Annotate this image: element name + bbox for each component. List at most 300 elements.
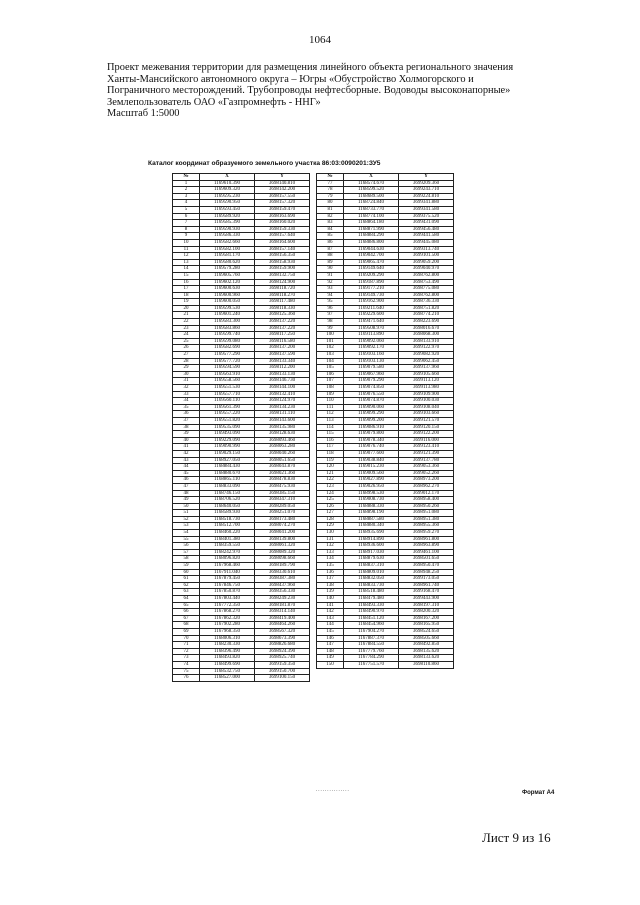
cell-x: 1169092.170 <box>344 345 399 352</box>
cell-number: 16 <box>173 279 200 286</box>
cell-y: 3699059.200 <box>399 259 454 266</box>
cell-x: 1168599.520 <box>344 187 399 194</box>
cell-x: 1168706.520 <box>200 497 255 504</box>
table-row <box>317 457 454 464</box>
cell-y: 3698249.230 <box>255 596 310 603</box>
cell-number: 134 <box>317 556 344 563</box>
cell-number: 71 <box>173 642 200 649</box>
cell-number: 132 <box>317 543 344 550</box>
cell-x: 1169078.340 <box>344 437 399 444</box>
table-row <box>317 338 454 345</box>
table-row <box>173 332 310 339</box>
cell-y: 3698464.260 <box>255 622 310 629</box>
cell-x: 1168833.090 <box>200 483 255 490</box>
cell-number: 81 <box>317 206 344 213</box>
cell-y: 3698924.390 <box>255 648 310 655</box>
header-line: Пограничного месторождений. Трубопроводы нефтесборные. Водоводы высоконапорные» <box>107 85 511 97</box>
cell-y: 3699120.150 <box>399 424 454 431</box>
cell-number: 97 <box>317 312 344 319</box>
cell-y: 3699103.660 <box>399 411 454 418</box>
cell-y: 3699113.980 <box>399 385 454 392</box>
cell-y: 3698567.320 <box>255 628 310 635</box>
cell-x: 1167968.350 <box>200 628 255 635</box>
header-line: Землепользователь ОАО «Газпромнефть - ННГ» <box>107 96 321 108</box>
cell-number: 108 <box>317 385 344 392</box>
table-row <box>317 510 454 517</box>
table-row <box>173 239 310 246</box>
cell-y: 3699040.970 <box>399 266 454 273</box>
table-row <box>317 582 454 589</box>
cell-x: 1168518.730 <box>200 516 255 523</box>
cell-number: 10 <box>173 239 200 246</box>
cell-y: 3698140.810 <box>255 180 310 187</box>
cell-y: 3698501.650 <box>399 556 454 563</box>
cell-number: 112 <box>317 411 344 418</box>
table-row <box>173 417 310 424</box>
table-row <box>173 530 310 537</box>
table-row <box>173 470 310 477</box>
table-row <box>317 569 454 576</box>
table-header-row <box>317 174 454 181</box>
cell-x: 1168096.820 <box>200 556 255 563</box>
cell-x: 1167772.350 <box>200 602 255 609</box>
cell-y: 3698133.130 <box>255 371 310 378</box>
cell-y: 3698139.800 <box>255 536 310 543</box>
cell-y: 3698197.310 <box>399 602 454 609</box>
cell-x: 1169590.950 <box>200 200 255 207</box>
cell-x: 1169209.290 <box>344 272 399 279</box>
cell-number: 85 <box>317 233 344 240</box>
cell-number: 17 <box>173 286 200 293</box>
cell-y: 3698158.930 <box>255 259 310 266</box>
table-row <box>173 279 310 286</box>
cell-number: 58 <box>173 556 200 563</box>
cell-x: 1168359.550 <box>200 543 255 550</box>
cell-number: 96 <box>317 305 344 312</box>
cell-x: 1167850.870 <box>200 589 255 596</box>
cell-number: 133 <box>317 549 344 556</box>
cell-number: 3 <box>173 193 200 200</box>
table-row <box>173 325 310 332</box>
cell-number: 11 <box>173 246 200 253</box>
cell-x: 1168886.800 <box>344 239 399 246</box>
table-row <box>173 200 310 207</box>
table-row <box>173 253 310 260</box>
cell-x: 1168451.120 <box>344 615 399 622</box>
cell-number: 127 <box>317 510 344 517</box>
cell-y: 3698951.080 <box>399 510 454 517</box>
cell-number: 118 <box>317 450 344 457</box>
cell-x: 1169557.220 <box>200 411 255 418</box>
cell-y: 3699123.410 <box>399 444 454 451</box>
cell-y: 3698068.300 <box>399 332 454 339</box>
cell-number: 69 <box>173 628 200 635</box>
cell-number: 34 <box>173 398 200 405</box>
cell-y: 3698137.220 <box>255 319 310 326</box>
table-row <box>173 226 310 233</box>
cell-y: 3698475.930 <box>255 483 310 490</box>
table-row <box>173 404 310 411</box>
cell-number: 82 <box>317 213 344 220</box>
cell-x: 1169187.890 <box>344 279 399 286</box>
cell-y: 3698117.250 <box>255 332 310 339</box>
cell-x: 1168888.330 <box>344 503 399 510</box>
table-row <box>173 444 310 451</box>
cell-number: 52 <box>173 516 200 523</box>
cell-y: 3699109.900 <box>399 391 454 398</box>
table-row <box>173 431 310 438</box>
table-row <box>317 523 454 530</box>
cell-y: 3698314.140 <box>255 609 310 616</box>
cell-x: 1167784.290 <box>344 655 399 662</box>
cell-y: 3698133.340 <box>255 358 310 365</box>
cell-number: 114 <box>317 424 344 431</box>
cell-number: 123 <box>317 483 344 490</box>
scale-line: Масштаб 1:5000 <box>107 108 180 120</box>
table-row <box>173 213 310 220</box>
cell-number: 42 <box>173 450 200 457</box>
table-row <box>173 286 310 293</box>
cell-number: 57 <box>173 549 200 556</box>
cell-y: 3698135.620 <box>399 648 454 655</box>
cell-number: 41 <box>173 444 200 451</box>
cell-y: 3699445.080 <box>399 239 454 246</box>
cell-number: 15 <box>173 272 200 279</box>
cell-y: 3698041.200 <box>255 530 310 537</box>
cell-y: 3698223.690 <box>399 319 454 326</box>
cell-number: 143 <box>317 615 344 622</box>
cell-x: 1169551.530 <box>200 385 255 392</box>
cell-number: 1 <box>173 180 200 187</box>
table-row <box>173 490 310 497</box>
table-row <box>317 358 454 365</box>
cell-y: 3698774.210 <box>399 312 454 319</box>
cell-x: 1169589.920 <box>200 213 255 220</box>
table-row <box>317 642 454 649</box>
cell-number: 28 <box>173 358 200 365</box>
table-row <box>317 411 454 418</box>
cell-y: 3698775.080 <box>399 286 454 293</box>
cell-x: 1169561.390 <box>200 404 255 411</box>
cell-x: 1168733.770 <box>344 206 399 213</box>
table-row <box>317 365 454 372</box>
cell-number: 38 <box>173 424 200 431</box>
cell-x: 1169600.630 <box>200 286 255 293</box>
cell-y: 3698131.110 <box>255 411 310 418</box>
cell-x: 1167902.280 <box>200 622 255 629</box>
cell-number: 120 <box>317 464 344 471</box>
cell-x: 1168479.480 <box>344 596 399 603</box>
cell-y: 3699461.100 <box>399 549 454 556</box>
cell-number: 119 <box>317 457 344 464</box>
table-row <box>173 193 310 200</box>
cell-x: 1169577.720 <box>200 358 255 365</box>
cell-y: 3698251.070 <box>255 510 310 517</box>
cell-x: 1169582.100 <box>200 246 255 253</box>
cell-y: 3699441.580 <box>399 233 454 240</box>
cell-number: 8 <box>173 226 200 233</box>
cell-x: 1169508.970 <box>344 325 399 332</box>
cell-number: 47 <box>173 483 200 490</box>
cell-x: 1168871.990 <box>344 226 399 233</box>
table-row <box>173 635 310 642</box>
table-row <box>317 213 454 220</box>
cell-y: 3698925.740 <box>255 655 310 662</box>
cell-x: 1169099.290 <box>344 411 399 418</box>
cell-number: 102 <box>317 345 344 352</box>
cell-number: 117 <box>317 444 344 451</box>
cell-x: 1169582.690 <box>200 345 255 352</box>
table-row <box>317 444 454 451</box>
cell-x: 1168887.580 <box>344 516 399 523</box>
cell-y: 3698144.100 <box>255 385 310 392</box>
cell-y: 3699224.810 <box>399 193 454 200</box>
cell-y: 3698419.400 <box>255 615 310 622</box>
table-row <box>317 378 454 385</box>
table-row <box>173 365 310 372</box>
table-row <box>317 424 454 431</box>
cell-y: 3698167.200 <box>399 615 454 622</box>
cell-number: 109 <box>317 391 344 398</box>
table-row <box>317 279 454 286</box>
cell-number: 91 <box>317 272 344 279</box>
cell-y: 3698385.150 <box>255 490 310 497</box>
cell-x: 1169602.120 <box>200 279 255 286</box>
table-row <box>317 437 454 444</box>
cell-number: 142 <box>317 609 344 616</box>
cell-number: 150 <box>317 661 344 668</box>
cell-number: 101 <box>317 338 344 345</box>
table-row <box>173 220 310 227</box>
cell-y: 3698116.580 <box>255 338 310 345</box>
sheet-label: Лист 9 из 16 <box>482 830 551 845</box>
cell-number: 122 <box>317 477 344 484</box>
cell-y: 3698110.860 <box>399 661 454 668</box>
cell-number: 129 <box>317 523 344 530</box>
coordinates-table-right <box>316 173 454 669</box>
cell-y: 3699313.740 <box>399 246 454 253</box>
table-row <box>317 391 454 398</box>
cell-x: 1169593.450 <box>200 206 255 213</box>
cell-number: 125 <box>317 497 344 504</box>
cell-number: 145 <box>317 628 344 635</box>
cell-number: 51 <box>173 510 200 517</box>
cell-x: 1168460.220 <box>200 530 255 537</box>
table-row <box>317 292 454 299</box>
cell-y: 3698973.200 <box>399 477 454 484</box>
cell-number: 110 <box>317 398 344 405</box>
cell-y: 3698134.230 <box>255 404 310 411</box>
table-row <box>173 576 310 583</box>
cell-number: 49 <box>173 497 200 504</box>
cell-x: 1169600.960 <box>200 292 255 299</box>
cell-number: 79 <box>317 193 344 200</box>
cell-y: 3698137.220 <box>255 325 310 332</box>
table-row <box>317 193 454 200</box>
table-row <box>317 543 454 550</box>
cell-x: 1169103.160 <box>344 352 399 359</box>
cell-y: 3698160.020 <box>255 220 310 227</box>
cell-number: 89 <box>317 259 344 266</box>
table-row <box>173 642 310 649</box>
cell-y: 3699122.970 <box>399 345 454 352</box>
table-row <box>317 233 454 240</box>
cell-number: 18 <box>173 292 200 299</box>
cell-x: 1169079.580 <box>344 365 399 372</box>
table-row <box>317 286 454 293</box>
cell-x: 1169599.530 <box>200 305 255 312</box>
table-row <box>173 233 310 240</box>
cell-number: 33 <box>173 391 200 398</box>
table-row <box>173 457 310 464</box>
cell-y: 3699108.040 <box>399 404 454 411</box>
table-row <box>317 371 454 378</box>
cell-number: 7 <box>173 220 200 227</box>
cell-y: 3698356.330 <box>255 589 310 596</box>
cell-x: 1167803.440 <box>200 596 255 603</box>
table-row <box>317 325 454 332</box>
cell-y: 3698492.850 <box>399 642 454 649</box>
cell-number: 36 <box>173 411 200 418</box>
cell-x: 1167879.450 <box>200 576 255 583</box>
cell-y: 3698159.330 <box>255 226 310 233</box>
cell-number: 105 <box>317 365 344 372</box>
cell-y: 3699113.120 <box>399 378 454 385</box>
cell-y: 3698736.330 <box>399 299 454 306</box>
cell-x: 1169079.290 <box>344 378 399 385</box>
cell-x: 1167884.550 <box>344 642 399 649</box>
cell-number: 54 <box>173 530 200 537</box>
cell-number: 149 <box>317 655 344 662</box>
cell-y: 3698673.390 <box>255 635 310 642</box>
cell-x: 1169595.230 <box>200 193 255 200</box>
cell-x: 1169580.620 <box>200 259 255 266</box>
table-row <box>317 385 454 392</box>
table-row <box>317 226 454 233</box>
cell-y: 3698950.470 <box>399 563 454 570</box>
cell-number: 21 <box>173 312 200 319</box>
cell-x: 1169077.600 <box>344 450 399 457</box>
cell-y: 3698074.270 <box>255 523 310 530</box>
cell-x: 1169074.850 <box>344 385 399 392</box>
cell-number: 94 <box>317 292 344 299</box>
cell-x: 1167779.760 <box>344 648 399 655</box>
cell-x: 1168935.690 <box>344 530 399 537</box>
table-row <box>173 299 310 306</box>
table-row <box>173 655 310 662</box>
cell-number: 26 <box>173 345 200 352</box>
cell-number: 14 <box>173 266 200 273</box>
cell-y: 3698118.270 <box>255 292 310 299</box>
table-row <box>317 464 454 471</box>
cell-x: 1169579.280 <box>200 266 255 273</box>
table-row <box>317 615 454 622</box>
cell-y: 3699456.480 <box>399 226 454 233</box>
cell-number: 130 <box>317 530 344 537</box>
cell-x: 1169090.060 <box>344 404 399 411</box>
cell-y: 3698133.910 <box>399 338 454 345</box>
format-label: Формат А4 <box>522 790 555 796</box>
cell-x: 1168880.670 <box>200 470 255 477</box>
cell-y: 3698751.820 <box>399 305 454 312</box>
table-row <box>317 622 454 629</box>
column-header-number: № <box>317 174 344 181</box>
cell-x: 1169581.170 <box>200 253 255 260</box>
table-row <box>173 536 310 543</box>
cell-x: 1168927.050 <box>200 457 255 464</box>
cell-number: 92 <box>317 279 344 286</box>
cell-y: 3699052.260 <box>399 470 454 477</box>
table-row <box>173 628 310 635</box>
table-row <box>173 622 310 629</box>
cell-number: 121 <box>317 470 344 477</box>
cell-number: 139 <box>317 589 344 596</box>
cell-number: 72 <box>173 648 200 655</box>
cell-x: 1169229.600 <box>344 312 399 319</box>
cell-y: 3698164.600 <box>255 239 310 246</box>
cell-x: 1169471.640 <box>344 319 399 326</box>
cell-y: 3698098.660 <box>255 556 310 563</box>
table-row <box>173 675 310 682</box>
cell-x: 1169493.090 <box>200 431 255 438</box>
table-row <box>317 312 454 319</box>
table-row <box>173 371 310 378</box>
cell-y: 3698173.480 <box>255 516 310 523</box>
cell-x: 1168917.030 <box>344 549 399 556</box>
cell-number: 27 <box>173 352 200 359</box>
cell-number: 70 <box>173 635 200 642</box>
cell-y: 3698950.260 <box>399 503 454 510</box>
cell-x: 1169113.890 <box>344 332 399 339</box>
cell-number: 5 <box>173 206 200 213</box>
cell-x: 1168512.700 <box>200 523 255 530</box>
cell-x: 1168724.840 <box>344 200 399 207</box>
cell-x: 1169557.710 <box>200 391 255 398</box>
table-row <box>173 398 310 405</box>
cell-number: 111 <box>317 404 344 411</box>
cell-y: 3698959.270 <box>399 530 454 537</box>
cell-y: 3699012.170 <box>399 490 454 497</box>
table-row <box>317 180 454 187</box>
cell-number: 146 <box>317 635 344 642</box>
table-row <box>317 206 454 213</box>
cell-number: 98 <box>317 319 344 326</box>
table-continuation: ............... <box>316 788 350 793</box>
cell-x: 1168490.970 <box>344 609 399 616</box>
cell-y: 3699137.960 <box>399 365 454 372</box>
table-row <box>317 530 454 537</box>
cell-x: 1169044.630 <box>344 246 399 253</box>
cell-y: 3698117.480 <box>255 299 310 306</box>
cell-y: 3698347.310 <box>255 497 310 504</box>
cell-y: 3698963.890 <box>399 543 454 550</box>
cell-x: 1169558.560 <box>200 378 255 385</box>
cell-number: 55 <box>173 536 200 543</box>
cell-x: 1167887.370 <box>344 635 399 642</box>
cell-number: 137 <box>317 576 344 583</box>
cell-number: 63 <box>173 589 200 596</box>
cell-x: 1169177.210 <box>344 286 399 293</box>
cell-y: 3699121.390 <box>399 450 454 457</box>
cell-number: 31 <box>173 378 200 385</box>
table-row <box>173 450 310 457</box>
cell-x: 1169067.960 <box>344 371 399 378</box>
table-row <box>173 497 310 504</box>
cell-x: 1169103.130 <box>344 358 399 365</box>
table-row <box>173 615 310 622</box>
table-row <box>173 609 310 616</box>
cell-y: 3699101.500 <box>399 253 454 260</box>
